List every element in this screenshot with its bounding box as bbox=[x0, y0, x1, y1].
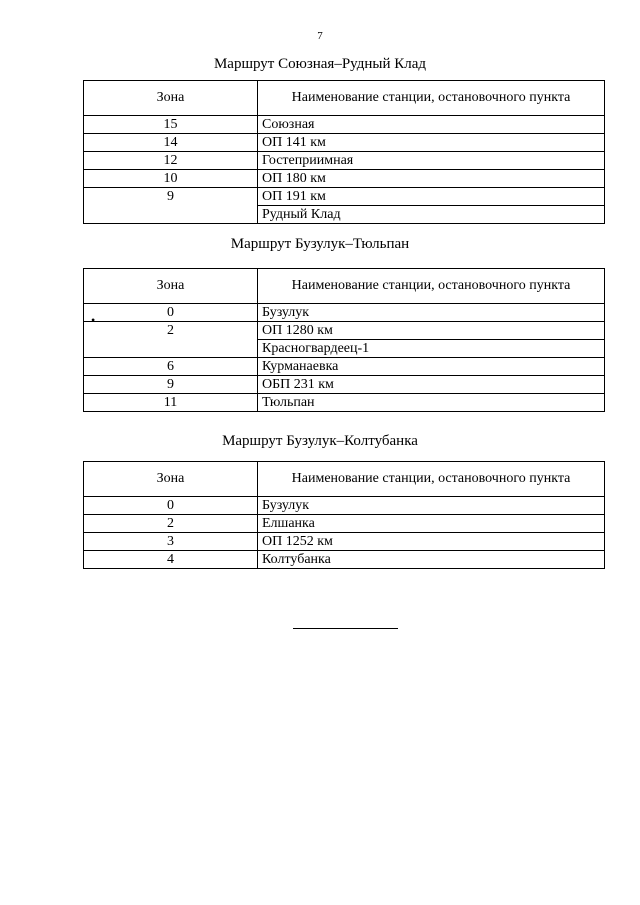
zone-cell: 6 bbox=[84, 358, 258, 376]
station-cell: ОП 1280 км bbox=[258, 322, 605, 340]
station-column-header: Наименование станции, остановочного пункта bbox=[258, 462, 605, 497]
table-header-row bbox=[84, 81, 605, 116]
station-cell: Рудный Клад bbox=[258, 206, 605, 224]
table-row bbox=[84, 170, 605, 188]
route-table-buzuluk-tyulpan bbox=[83, 268, 605, 412]
zone-cell: 9 bbox=[84, 376, 258, 394]
zone-cell: 0 bbox=[84, 497, 258, 515]
table-row bbox=[84, 358, 605, 376]
zone-cell: 15 bbox=[84, 116, 258, 134]
station-cell: ОП 191 км bbox=[258, 188, 605, 206]
table-header-row bbox=[84, 269, 605, 304]
zone-cell bbox=[84, 206, 258, 224]
table-row bbox=[84, 188, 605, 206]
stray-mark: • bbox=[91, 313, 96, 327]
table-row bbox=[84, 340, 605, 358]
station-cell: Тюльпан bbox=[258, 394, 605, 412]
zone-cell: 0 bbox=[84, 304, 258, 322]
table-row bbox=[84, 304, 605, 322]
zone-cell: 2 bbox=[84, 515, 258, 533]
station-cell: ОП 180 км bbox=[258, 170, 605, 188]
zone-cell bbox=[84, 340, 258, 358]
station-column-header: Наименование станции, остановочного пункта bbox=[258, 81, 605, 116]
zone-column-header: Зона bbox=[84, 462, 258, 497]
zone-cell: 2 bbox=[84, 322, 258, 340]
zone-cell: 14 bbox=[84, 134, 258, 152]
footer-divider-line bbox=[293, 628, 398, 629]
table-row bbox=[84, 376, 605, 394]
zone-cell: 10 bbox=[84, 170, 258, 188]
route-title-buzuluk-tyulpan: Маршрут Бузулук–Тюльпан bbox=[230, 236, 410, 252]
station-cell: ОП 1252 км bbox=[258, 533, 605, 551]
station-cell: Красногвардеец-1 bbox=[258, 340, 605, 358]
zone-cell: 3 bbox=[84, 533, 258, 551]
zone-column-header: Зона bbox=[84, 81, 258, 116]
table-row bbox=[84, 533, 605, 551]
station-column-header: Наименование станции, остановочного пункта bbox=[258, 269, 605, 304]
table-row bbox=[84, 134, 605, 152]
table-row bbox=[84, 394, 605, 412]
route-title-buzuluk-koltubanka: Маршрут Бузулук–Колтубанка bbox=[222, 433, 418, 449]
station-cell: ОБП 231 км bbox=[258, 376, 605, 394]
zone-cell: 11 bbox=[84, 394, 258, 412]
zone-cell: 9 bbox=[84, 188, 258, 206]
zone-column-header: Зона bbox=[84, 269, 258, 304]
route-title-soyuznaya-rudny-klad: Маршрут Союзная–Рудный Клад bbox=[213, 56, 427, 72]
station-cell: Бузулук bbox=[258, 497, 605, 515]
station-cell: Елшанка bbox=[258, 515, 605, 533]
zone-cell: 4 bbox=[84, 551, 258, 569]
table-row bbox=[84, 116, 605, 134]
table-row bbox=[84, 551, 605, 569]
page-number: 7 bbox=[317, 30, 323, 42]
station-cell: Курманаевка bbox=[258, 358, 605, 376]
route-table-soyuznaya-rudny-klad bbox=[83, 80, 605, 224]
table-row bbox=[84, 515, 605, 533]
station-cell: Гостеприимная bbox=[258, 152, 605, 170]
table-row bbox=[84, 497, 605, 515]
zone-cell: 12 bbox=[84, 152, 258, 170]
route-table-buzuluk-koltubanka bbox=[83, 461, 605, 569]
table-row bbox=[84, 206, 605, 224]
station-cell: ОП 141 км bbox=[258, 134, 605, 152]
table-row bbox=[84, 152, 605, 170]
table-header-row bbox=[84, 462, 605, 497]
station-cell: Союзная bbox=[258, 116, 605, 134]
station-cell: Колтубанка bbox=[258, 551, 605, 569]
station-cell: Бузулук bbox=[258, 304, 605, 322]
table-row bbox=[84, 322, 605, 340]
